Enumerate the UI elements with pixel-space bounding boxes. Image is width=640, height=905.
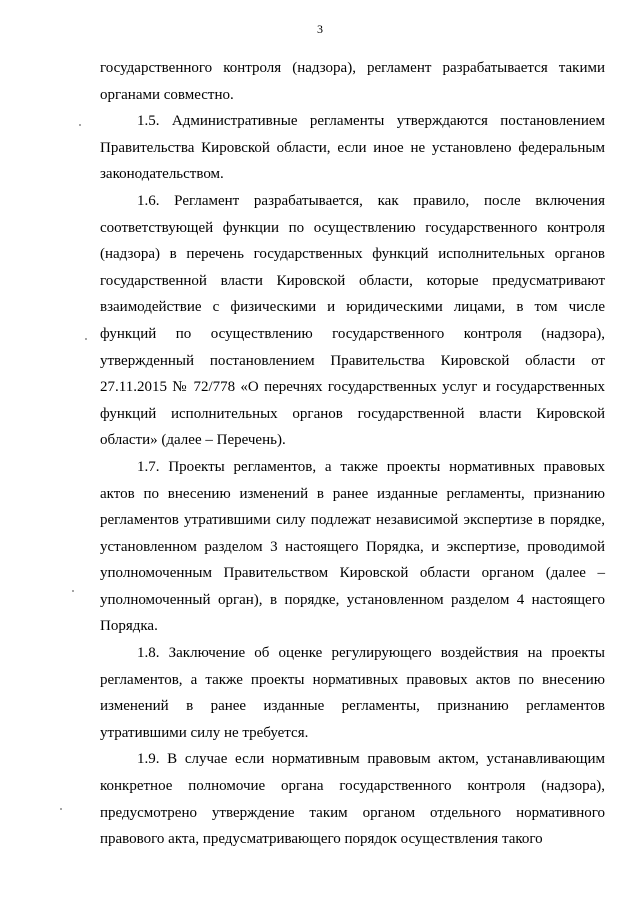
margin-mark [60,808,62,810]
paragraph-1-9: 1.9. В случае если нормативным правовым актом, устанавливающим конкретное полномочие органа государственного контроля (надзора), предусмотрено утверждение таким органом отдельного нормативного правового акта, предусматривающего порядок осуществления такого [100,751,605,848]
paragraph-1-5: 1.5. Административные регламенты утверждаются постановлением Правительства Кировской области, если иное не установлено федеральным законодательством. [100,113,605,183]
page-number: 3 [317,22,323,36]
paragraph-continuation: государственного контроля (надзора), регламент разрабатывается такими органами совместно. [100,60,605,103]
document-body [100,55,605,853]
margin-mark [72,590,74,592]
margin-mark [79,124,81,126]
paragraph-1-8: 1.8. Заключение об оценке регулирующего воздействия на проекты регламентов, а также проекты нормативных правовых актов по внесению изменений в ранее изданные регламенты, признанию регламентов утратившими силу не требуется. [100,645,605,741]
margin-mark [85,338,87,340]
paragraph-1-6: 1.6. Регламент разрабатывается, как правило, после включения соответствующей функции по осуществлению государственного контроля (надзора) в перечень государственных функций исполнительных органов государственной власти Кировской области, которые предусматривают взаимодействие с физическими и юридическими лицами, в том числе функций по осуществлению государственного контроля (надзора), утвержденный постановлением Правительства Кировской области от 27.11.2015 № 72/778 «О перечнях государственных услуг и государственных функций исполнительных органов государственной власти Кировской области» (далее – Перечень). [100,192,605,449]
paragraph-1-7: 1.7. Проекты регламентов, а также проекты нормативных правовых актов по внесению изменений в ранее изданные регламенты, признанию регламентов утратившими силу подлежат независимой экспертизе в порядке, установленном разделом 3 настоящего Порядка, и экспертизе, проводимой уполномоченным Правительством Кировской области органом (далее – уполномоченный орган), в порядке, установленном разделом 4 настоящего Порядка. [100,458,605,635]
